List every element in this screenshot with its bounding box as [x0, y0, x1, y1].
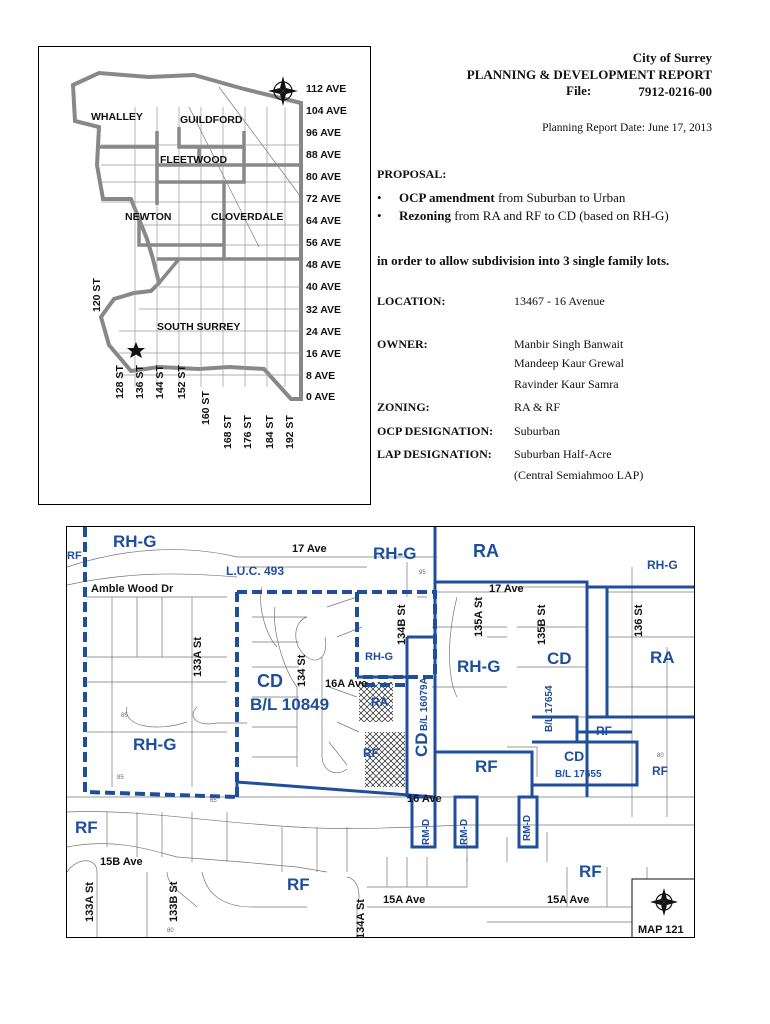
- street-label: 176 ST: [242, 415, 254, 449]
- area-guildford: GUILDFORD: [180, 114, 243, 126]
- zone-label: RA: [650, 648, 675, 667]
- lap-value: Suburban Half-Acre: [514, 447, 612, 461]
- street-label: 17 Ave: [292, 543, 327, 555]
- zone-label: RM-D: [459, 818, 470, 845]
- area-south-surrey: SOUTH SURREY: [157, 321, 241, 333]
- street-label: 17 Ave: [489, 583, 524, 595]
- avenue-label: 72 AVE: [306, 193, 342, 205]
- street-label: 135B St: [536, 604, 548, 645]
- street-label: 15B Ave: [100, 856, 143, 868]
- lot-number: 80: [657, 753, 664, 759]
- avenue-label: 64 AVE: [306, 215, 342, 227]
- zone-label: B/L 17655: [555, 769, 602, 780]
- street-label: 136 St: [633, 604, 645, 637]
- file-label: File:: [566, 83, 592, 98]
- street-label: 15A Ave: [383, 894, 426, 906]
- street-label: 128 ST: [114, 365, 126, 399]
- zone-label: RF: [579, 862, 602, 881]
- street-label: 133A St: [84, 882, 96, 922]
- zone-label: RF: [596, 724, 612, 738]
- ocp-label: OCP DESIGNATION:: [377, 424, 494, 438]
- street-label: 135A St: [473, 597, 485, 637]
- proposal-item-rest: from RA and RF to CD (based on RH-G): [451, 208, 669, 223]
- avenue-label: 40 AVE: [306, 281, 342, 293]
- proposal-item-bold: OCP amendment: [399, 190, 495, 205]
- street-label: 168 ST: [222, 415, 234, 449]
- location-value: 13467 - 16 Avenue: [514, 294, 605, 308]
- location-key-map: [38, 46, 371, 505]
- zone-label: RH-G: [365, 651, 394, 663]
- street-label: 120 ST: [91, 278, 103, 312]
- proposal-purpose: in order to allow subdivision into 3 single family lots.: [377, 253, 670, 268]
- zone-label: CD: [257, 671, 283, 691]
- report-date: Planning Report Date: June 17, 2013: [542, 122, 712, 134]
- proposal-item-rest: from Suburban to Urban: [494, 190, 626, 205]
- avenue-label: 88 AVE: [306, 149, 342, 161]
- zone-label: RA: [473, 541, 499, 561]
- avenue-label: 16 AVE: [306, 348, 342, 360]
- area-newton: NEWTON: [125, 211, 172, 223]
- avenue-label: 8 AVE: [306, 370, 336, 382]
- street-label: 136 ST: [134, 365, 146, 399]
- zone-label: CD: [547, 649, 572, 668]
- zoning-label: ZONING:: [377, 400, 430, 414]
- zone-label: RH-G: [647, 558, 678, 572]
- street-label: 184 ST: [264, 415, 276, 449]
- street-label: 134A St: [355, 899, 367, 939]
- proposal-item: • Rezoning from RA and RF to CD (based on RH-G): [377, 208, 669, 223]
- avenue-label: 104 AVE: [306, 105, 347, 117]
- avenue-label: 80 AVE: [306, 171, 342, 183]
- street-label: 160 ST: [200, 391, 212, 425]
- lot-number: 65: [210, 798, 217, 804]
- avenue-label: 48 AVE: [306, 259, 342, 271]
- avenue-label: 24 AVE: [306, 326, 342, 338]
- city-name: City of Surrey: [632, 50, 712, 65]
- lot-number: 95: [419, 570, 426, 576]
- report-title: PLANNING & DEVELOPMENT REPORT: [466, 67, 712, 82]
- avenue-label: 0 AVE: [306, 391, 336, 403]
- area-cloverdale: CLOVERDALE: [211, 211, 284, 223]
- zone-label: RM-D: [522, 814, 533, 841]
- zone-label: B/L 16079A: [419, 677, 430, 731]
- street-label: 16A Ave: [325, 678, 368, 690]
- zone-label: RM-D: [421, 818, 432, 845]
- file-number: 7912-0216-00: [638, 84, 712, 99]
- street-label: 152 ST: [176, 365, 188, 399]
- street-label: 16 Ave: [407, 793, 442, 805]
- lap-label: LAP DESIGNATION:: [377, 447, 492, 461]
- ocp-value: Suburban: [514, 424, 560, 438]
- proposal-item-bold: Rezoning: [399, 208, 451, 223]
- street-label: 144 ST: [154, 365, 166, 399]
- lot-number: 80: [167, 928, 174, 934]
- area-whalley: WHALLEY: [91, 111, 143, 123]
- street-label: 192 ST: [284, 415, 296, 449]
- street-label: 134B St: [396, 604, 408, 645]
- zone-label: CD: [412, 732, 431, 757]
- zone-label: RA: [371, 695, 389, 709]
- avenue-label: 112 AVE: [306, 83, 347, 95]
- lap-value: (Central Semiahmoo LAP): [514, 468, 644, 482]
- street-label: 15A Ave: [547, 894, 590, 906]
- avenue-label: 96 AVE: [306, 127, 342, 139]
- street-label: Amble Wood Dr: [91, 583, 174, 595]
- owner-name: Manbir Singh Banwait: [514, 337, 624, 351]
- proposal-item: • OCP amendment from Suburban to Urban: [377, 190, 626, 205]
- zone-label: RF: [475, 757, 498, 776]
- lot-number: 85: [117, 775, 124, 781]
- zone-label: RF: [287, 875, 310, 894]
- zone-label: B/L 10849: [250, 695, 330, 714]
- owner-name: Ravinder Kaur Samra: [514, 377, 619, 391]
- owner-name: Mandeep Kaur Grewal: [514, 356, 624, 370]
- map-number: MAP 121: [638, 924, 684, 936]
- lot-number: 85: [121, 713, 128, 719]
- zone-label: CD: [564, 748, 585, 764]
- site-location-star-icon: [127, 342, 145, 358]
- street-label: 134 St: [296, 654, 308, 687]
- zoning-map: [66, 526, 695, 938]
- owner-label: OWNER:: [377, 337, 428, 351]
- zoning-value: RA & RF: [514, 400, 561, 414]
- zone-label: RF: [652, 764, 668, 778]
- zone-label: RH-G: [133, 735, 177, 754]
- zone-label: B/L 17654: [544, 685, 555, 732]
- zone-label: RH-G: [457, 657, 501, 676]
- proposal-heading: PROPOSAL:: [377, 167, 447, 181]
- zone-label: RF: [67, 550, 82, 562]
- area-fleetwood: FLEETWOOD: [160, 154, 228, 166]
- street-label: 133A St: [192, 637, 204, 677]
- zone-label: RF: [75, 818, 98, 837]
- location-label: LOCATION:: [377, 294, 446, 308]
- zone-label: RH-G: [373, 544, 417, 563]
- street-label: 133B St: [168, 881, 180, 922]
- zone-label: RF: [363, 746, 379, 760]
- avenue-label: 56 AVE: [306, 237, 342, 249]
- zone-label: RH-G: [113, 532, 157, 551]
- zone-label: L.U.C. 493: [226, 564, 285, 578]
- avenue-label: 32 AVE: [306, 304, 342, 316]
